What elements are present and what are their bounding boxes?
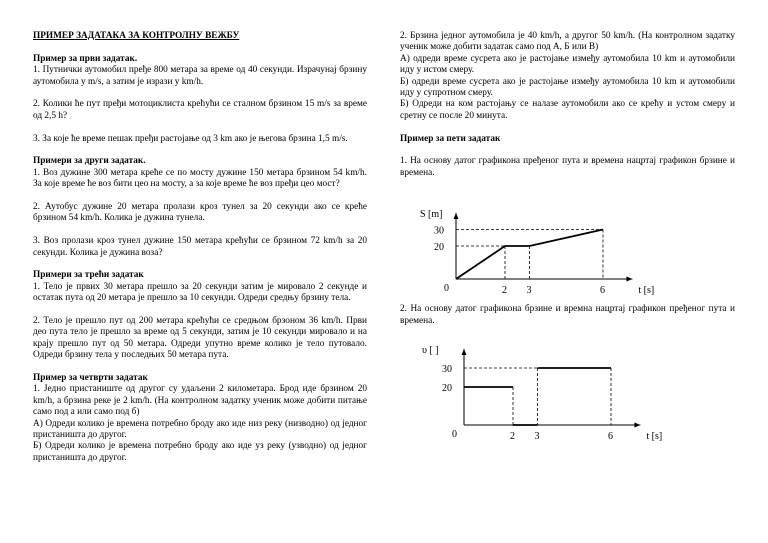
s2-question-2: 2. Аутобус дужине 20 метара пролази кроз тунел за 20 секунди ако се креће брзином 54 km/h. Колика је дужина тунела. (33, 202, 367, 224)
document-title: ПРИМЕР ЗАДАТАКА ЗА КОНТРОЛНУ ВЕЖБУ (33, 31, 240, 41)
x-axis-label: t [s] (638, 285, 655, 297)
section-5-heading: Пример за пети задатак (400, 133, 501, 144)
right-column (400, 31, 735, 452)
s3-question-1: 1. Тело је првих 30 метара прешло за 20 секунди затим је мировало 2 секунде и остатак пута од 20 метара је прешло за 10 секунди. Одреди средњу брзину тела. (33, 281, 367, 304)
s4-question-a: А) Одреди колико је времена потребно броду ако иде низ реку (низводно) од једног пристаништа до другог. (33, 418, 367, 441)
x-tick-label: 2 (502, 285, 507, 297)
s4-question-2b: Б) одреди време сусрета ако је растојање између аутомобила 10 km и аутомобили иду у супротном смеру. (400, 76, 735, 99)
x-tick-label: 6 (600, 285, 605, 297)
origin-label: 0 (452, 429, 457, 441)
s5-problem-2: 2. На основу датог графикона брзине и времна нацртај графикон пређеног пута и времена. (400, 304, 735, 326)
s4-question-1: 1. Једно пристаниште од другог су удаљени 2 километара. Брод иде брзином 20 km/h, а брзина реке је 2 km/h. (На контролном задатку ученик може добити питање само под а или само под б) (33, 384, 367, 418)
x-tick-label: 6 (608, 431, 613, 443)
y-tick-label: 20 (442, 383, 452, 395)
y-axis-label: υ [ ] (422, 345, 439, 357)
left-column (33, 31, 367, 464)
section-3-heading: Примери за трећи задатак (33, 270, 144, 281)
s4-question-2: 2. Брзина једног аутомобила је 40 km/h, а другог 50 km/h. (На контролном задатку ученик може добити задатак само под А, Б или В) (400, 31, 735, 53)
section-1-heading: Пример за први задатак. (33, 53, 138, 64)
y-axis-arrow (454, 213, 459, 219)
s4-question-2a: А) одреди време сусрета ако је растојање између аутомобила 10 km и аутомобили иду у истом смеру. (400, 53, 735, 76)
x-axis-arrow (626, 277, 632, 282)
s2-question-1: 1. Воз дужине 300 метара креће се по мосту дужине 150 метара брзином 54 km/h. За које време ће воз бити цео на мосту, а за које време ће воз пређи цео мост? (33, 167, 367, 190)
x-tick-label: 2 (510, 431, 515, 443)
s1-question-3: 3. За које ће време пешак пређи растојање од 3 km ако је његова брзина 1,5 m/s. (33, 133, 348, 144)
x-tick-label: 3 (534, 431, 540, 443)
s1-question-1: 1. Путнички аутомобил пређе 800 метара за време од 40 секунди. Израчунај брзину аутомобила у m/s, а затим је изрази у km/h. (33, 65, 367, 87)
x-axis-label: t [s] (646, 431, 663, 443)
y-axis-arrow (462, 349, 467, 355)
section-4-heading: Пример за четврти задатак (33, 373, 148, 384)
s5-problem-1: 1. На основу датог графикона пређеног пута и времена нацртај графикон брзине и времена. (400, 156, 735, 178)
y-axis-label: S [m] (420, 209, 443, 221)
s4-question-b: Б) Одреди колико је времена потребно броду ако иде уз реку (узводно) од једног пристаништа до другог. (33, 441, 367, 463)
y-tick-label: 30 (434, 225, 444, 237)
velocity-time-chart (400, 327, 735, 452)
x-axis-arrow (634, 423, 640, 428)
section-2-heading: Примери за други задатак. (33, 156, 146, 167)
y-tick-label: 20 (434, 242, 444, 254)
x-tick-label: 3 (526, 285, 532, 297)
s2-question-3: 3. Воз пролази кроз тунел дужине 150 метара крећући се брзином 72 km/h за 20 секунди. Колика је дужина воза? (33, 236, 367, 258)
s4-question-2c: Б) Одреди на ком растојању се налазе аутомобили ако се крећу и устом смеру и сретну се после 20 минута. (400, 99, 735, 121)
y-tick-label: 30 (442, 364, 452, 376)
distance-time-chart (400, 179, 735, 304)
s1-question-2: 2. Колики ће пут пређи мотоциклиста крећући се сталном брзином 15 m/s за време од 2,5 h? (33, 99, 367, 121)
origin-label: 0 (444, 283, 449, 295)
s3-question-2: 2. Тело је прешло пут од 200 метара крећући се средњом брзоном 36 km/h. Први део пута тело је прешло за време од 5 секунди, затим је 10 секунди мировало и на крају прешло пут од 50 метара. Одреди упутно време колико је тело путовало. Одреди брзину тела у последњих 50 метара пута. (33, 316, 367, 361)
